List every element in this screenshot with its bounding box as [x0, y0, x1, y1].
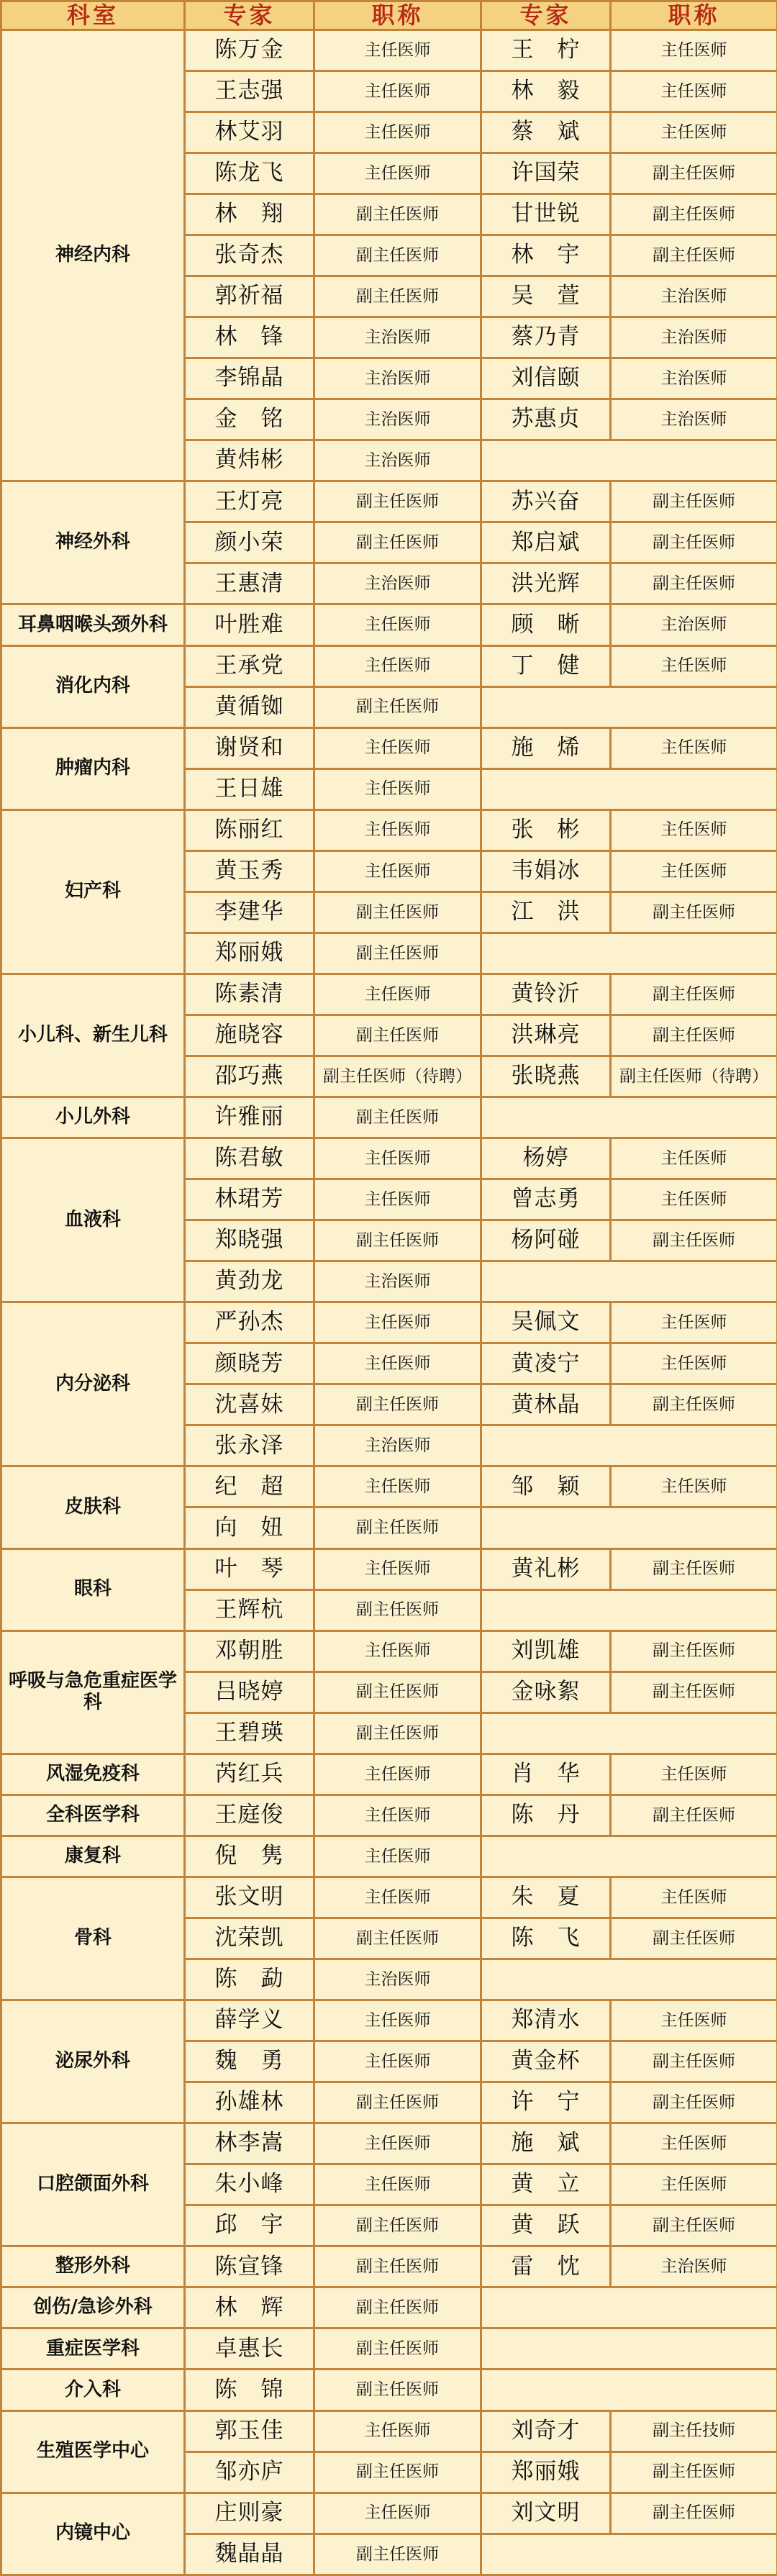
- doctor-name: 王庭俊: [185, 1795, 314, 1836]
- doctor-name: 陈龙飞: [185, 153, 314, 194]
- doctor-title: 主任医师: [611, 727, 777, 768]
- department-name: 神经内科: [1, 30, 185, 481]
- table-row: [1, 2411, 777, 2452]
- doctor-title: 副主任医师: [611, 1548, 777, 1589]
- doctor-title: 副主任医师: [314, 1097, 481, 1138]
- table-row: [1, 727, 777, 768]
- doctor-title: 主治医师: [611, 399, 777, 440]
- doctor-name: 洪光辉: [481, 563, 611, 604]
- doctor-name: 黄 立: [481, 2164, 611, 2205]
- doctor-name: 刘奇才: [481, 2411, 611, 2452]
- department-name: 呼吸与急危重症医学科: [1, 1631, 185, 1754]
- doctor-title: 主任医师: [314, 153, 481, 194]
- doctor-title: 副主任医师: [314, 2082, 481, 2123]
- table-row: [1, 1466, 777, 1507]
- table-row: [1, 1836, 777, 1877]
- department-name: 口腔颌面外科: [1, 2123, 185, 2246]
- doctor-name: 谢贤和: [185, 727, 314, 768]
- doctor-title: 主任医师: [314, 2123, 481, 2164]
- department-name: 内分泌科: [1, 1302, 185, 1466]
- doctor-name: 苏兴奋: [481, 481, 611, 522]
- doctor-name: 林李嵩: [185, 2123, 314, 2164]
- doctor-name: 李锦晶: [185, 358, 314, 399]
- doctor-name: 顾 晰: [481, 604, 611, 645]
- doctor-title: 副主任医师: [314, 2328, 481, 2369]
- doctor-name: 颜晓芳: [185, 1343, 314, 1384]
- doctor-title: 主任医师: [611, 1877, 777, 1918]
- doctor-name: 倪 隽: [185, 1836, 314, 1877]
- doctor-name: 黄林晶: [481, 1384, 611, 1425]
- doctor-title: 主任医师: [314, 809, 481, 851]
- doctor-name: 王承党: [185, 645, 314, 686]
- empty-cell: [481, 1425, 777, 1466]
- doctor-title: 主任医师: [611, 30, 777, 71]
- doctor-name: 许雅丽: [185, 1097, 314, 1138]
- doctor-title: 主任医师: [314, 851, 481, 892]
- doctor-name: 向 妞: [185, 1507, 314, 1548]
- doctor-name: 黄 跃: [481, 2205, 611, 2246]
- doctor-title: 副主任医师: [314, 1713, 481, 1754]
- doctor-title: 副主任医师: [611, 153, 777, 194]
- doctor-title: 副主任医师: [611, 1384, 777, 1425]
- doctor-name: 郑丽娥: [481, 2452, 611, 2493]
- doctor-title: 主治医师: [611, 358, 777, 399]
- table-row: [1, 604, 777, 645]
- table-row: [1, 1138, 777, 1179]
- doctor-title: 主任医师: [314, 1179, 481, 1220]
- empty-cell: [481, 1713, 777, 1754]
- header-title: 职称: [314, 1, 481, 30]
- doctor-name: 施晓容: [185, 1015, 314, 1056]
- doctor-name: 邹 颖: [481, 1466, 611, 1507]
- department-name: 神经外科: [1, 481, 185, 604]
- doctor-name: 金咏絮: [481, 1672, 611, 1713]
- doctor-name: 蔡 斌: [481, 112, 611, 153]
- doctor-name: 丁 健: [481, 645, 611, 686]
- doctor-name: 陈君敏: [185, 1138, 314, 1179]
- table-body: [1, 30, 777, 2575]
- doctor-title: 主治医师: [314, 358, 481, 399]
- doctor-title: 副主任医师: [611, 2082, 777, 2123]
- doctor-name: 邹亦庐: [185, 2452, 314, 2493]
- table-row: [1, 974, 777, 1015]
- doctor-name: 林 锋: [185, 317, 314, 358]
- doctor-title: 副主任医师: [314, 1384, 481, 1425]
- doctor-title: 副主任医师: [611, 892, 777, 933]
- doctor-title: 主任医师: [611, 1302, 777, 1343]
- doctor-name: 林 翔: [185, 194, 314, 235]
- doctor-name: 郑丽娥: [185, 933, 314, 974]
- department-name: 皮肤科: [1, 1466, 185, 1548]
- doctor-title: 主任医师: [611, 1466, 777, 1507]
- doctor-title: 主治医师: [314, 563, 481, 604]
- empty-cell: [481, 2369, 777, 2411]
- doctor-name: 肖 华: [481, 1754, 611, 1795]
- doctor-name: 魏晶晶: [185, 2534, 314, 2575]
- doctor-title: 主任医师: [314, 1302, 481, 1343]
- doctor-name: 沈喜妹: [185, 1384, 314, 1425]
- doctor-name: 吴佩文: [481, 1302, 611, 1343]
- doctor-title: 主任医师: [314, 2493, 481, 2534]
- department-name: 小儿外科: [1, 1097, 185, 1138]
- department-name: 介入科: [1, 2369, 185, 2411]
- table-row: [1, 2369, 777, 2411]
- empty-cell: [481, 1959, 777, 2000]
- doctor-title: 主任医师: [611, 1179, 777, 1220]
- doctor-title: 主任医师: [314, 1836, 481, 1877]
- table-row: [1, 1631, 777, 1672]
- doctor-name: 陈 勐: [185, 1959, 314, 2000]
- doctor-name: 黄凌宁: [481, 1343, 611, 1384]
- doctor-title: 副主任医师: [314, 1918, 481, 1959]
- doctor-title: 副主任医师: [314, 481, 481, 522]
- department-name: 耳鼻咽喉头颈外科: [1, 604, 185, 645]
- doctor-name: 陈宣锋: [185, 2246, 314, 2287]
- doctor-name: 邱 宇: [185, 2205, 314, 2246]
- empty-cell: [481, 1836, 777, 1877]
- doctor-title: 主任医师: [611, 2123, 777, 2164]
- doctor-name: 吴 萱: [481, 276, 611, 317]
- empty-cell: [481, 2328, 777, 2369]
- doctor-title: 主任医师: [611, 71, 777, 112]
- doctor-title: 主任医师: [314, 1466, 481, 1507]
- doctor-name: 陈 丹: [481, 1795, 611, 1836]
- doctor-name: 许国荣: [481, 153, 611, 194]
- doctor-name: 邓朝胜: [185, 1631, 314, 1672]
- doctor-name: 黄礼彬: [481, 1548, 611, 1589]
- department-name: 整形外科: [1, 2246, 185, 2287]
- department-name: 妇产科: [1, 809, 185, 974]
- doctor-title: 主任医师: [314, 1795, 481, 1836]
- doctor-title: 主任医师: [314, 2000, 481, 2041]
- doctor-title: 副主任医师: [314, 1220, 481, 1261]
- doctor-title: 主任医师: [314, 30, 481, 71]
- doctor-name: 郑晓强: [185, 1220, 314, 1261]
- doctor-title: 副主任医师: [611, 235, 777, 276]
- doctor-title: 主任医师: [314, 2164, 481, 2205]
- doctor-name: 林 宇: [481, 235, 611, 276]
- doctor-title: 主任医师: [314, 112, 481, 153]
- doctor-title: 主任医师: [314, 604, 481, 645]
- table-row: [1, 1548, 777, 1589]
- doctor-title: 副主任医师: [611, 1220, 777, 1261]
- doctor-name: 张 彬: [481, 809, 611, 851]
- doctor-title: 主任医师: [611, 851, 777, 892]
- doctor-name: 魏 勇: [185, 2041, 314, 2082]
- doctor-name: 张奇杰: [185, 235, 314, 276]
- doctor-name: 刘信颐: [481, 358, 611, 399]
- doctor-title: 副主任医师: [314, 2369, 481, 2411]
- doctor-name: 孙雄林: [185, 2082, 314, 2123]
- department-name: 泌尿外科: [1, 2000, 185, 2123]
- department-name: 骨科: [1, 1877, 185, 2000]
- doctor-name: 杨阿碰: [481, 1220, 611, 1261]
- doctor-name: 黄劲龙: [185, 1261, 314, 1302]
- department-name: 重症医学科: [1, 2328, 185, 2369]
- doctor-title: 主任医师: [611, 1754, 777, 1795]
- doctor-name: 黄循铷: [185, 686, 314, 727]
- doctor-title: 主任医师: [314, 768, 481, 809]
- doctor-name: 叶胜难: [185, 604, 314, 645]
- header-doctor: 专家: [185, 1, 314, 30]
- doctor-title: 副主任医师: [314, 892, 481, 933]
- doctor-name: 陈 锦: [185, 2369, 314, 2411]
- doctor-title: 副主任医师: [611, 974, 777, 1015]
- doctor-title: 主治医师: [314, 399, 481, 440]
- doctor-title: 副主任医师: [314, 2246, 481, 2287]
- doctor-title: 副主任医师: [314, 2287, 481, 2328]
- doctor-title: 副主任医师: [611, 481, 777, 522]
- doctor-title: 主任医师: [314, 1877, 481, 1918]
- doctor-name: 刘文明: [481, 2493, 611, 2534]
- doctor-title: 副主任医师: [314, 235, 481, 276]
- doctor-title: 副主任医师: [314, 1589, 481, 1631]
- doctor-name: 黄玉秀: [185, 851, 314, 892]
- header-row: [1, 1, 777, 30]
- doctor-title: 主治医师: [611, 276, 777, 317]
- table-row: [1, 1795, 777, 1836]
- doctor-name: 王碧瑛: [185, 1713, 314, 1754]
- department-name: 创伤/急诊外科: [1, 2287, 185, 2328]
- department-name: 肿瘤内科: [1, 727, 185, 809]
- doctor-title: 主治医师: [314, 317, 481, 358]
- table-row: [1, 2000, 777, 2041]
- doctor-title: 主任医师: [314, 1343, 481, 1384]
- doctor-name: 黄金杯: [481, 2041, 611, 2082]
- doctor-name: 沈荣凯: [185, 1918, 314, 1959]
- doctor-title: 副主任医师: [314, 194, 481, 235]
- doctor-title: 主任医师: [611, 645, 777, 686]
- doctor-title: 主治医师: [314, 440, 481, 481]
- doctor-name: 郭祈福: [185, 276, 314, 317]
- doctor-name: 朱小峰: [185, 2164, 314, 2205]
- doctor-name: 林珺芳: [185, 1179, 314, 1220]
- doctor-title: 副主任医师: [314, 1507, 481, 1548]
- doctor-name: 郑清水: [481, 2000, 611, 2041]
- doctor-title: 主任医师: [314, 71, 481, 112]
- doctor-name: 金 铭: [185, 399, 314, 440]
- doctor-name: 韦娟冰: [481, 851, 611, 892]
- doctor-name: 邵巧燕: [185, 1056, 314, 1097]
- doctor-name: 卓惠长: [185, 2328, 314, 2369]
- empty-cell: [481, 933, 777, 974]
- doctor-name: 陈丽红: [185, 809, 314, 851]
- doctor-name: 吕晓婷: [185, 1672, 314, 1713]
- table-row: [1, 2328, 777, 2369]
- doctor-name: 苏惠贞: [481, 399, 611, 440]
- doctor-title: 副主任医师: [314, 686, 481, 727]
- doctor-title: 副主任医师: [611, 1918, 777, 1959]
- doctor-name: 刘凯雄: [481, 1631, 611, 1672]
- doctor-name: 严孙杰: [185, 1302, 314, 1343]
- doctor-title: 主任医师: [611, 2000, 777, 2041]
- department-name: 小儿科、新生儿科: [1, 974, 185, 1097]
- doctor-title: 副主任医师: [611, 2041, 777, 2082]
- doctor-title: 主任医师: [314, 1548, 481, 1589]
- department-name: 全科医学科: [1, 1795, 185, 1836]
- doctor-name: 张永泽: [185, 1425, 314, 1466]
- doctor-title: 主治医师: [611, 2246, 777, 2287]
- doctor-name: 陈 飞: [481, 1918, 611, 1959]
- doctor-name: 陈万金: [185, 30, 314, 71]
- doctor-name: 杨婷: [481, 1138, 611, 1179]
- department-name: 眼科: [1, 1548, 185, 1631]
- table-row: [1, 2493, 777, 2534]
- empty-cell: [481, 2287, 777, 2328]
- table-row: [1, 809, 777, 851]
- doctor-title: 主任医师: [314, 1631, 481, 1672]
- header-doctor-2: 专家: [481, 1, 611, 30]
- doctor-title: 主治医师: [314, 1261, 481, 1302]
- doctor-name: 王 柠: [481, 30, 611, 71]
- table-row: [1, 481, 777, 522]
- doctor-title: 主任医师: [611, 1138, 777, 1179]
- doctor-name: 林 辉: [185, 2287, 314, 2328]
- table-row: [1, 2246, 777, 2287]
- header-title-2: 职称: [611, 1, 777, 30]
- doctor-name: 洪琳亮: [481, 1015, 611, 1056]
- doctor-name: 施 斌: [481, 2123, 611, 2164]
- doctor-title: 副主任医师: [611, 1672, 777, 1713]
- doctor-title: 副主任医师: [611, 2493, 777, 2534]
- empty-cell: [481, 440, 777, 481]
- doctor-name: 朱 夏: [481, 1877, 611, 1918]
- table-row: [1, 2287, 777, 2328]
- doctor-name: 施 烯: [481, 727, 611, 768]
- doctor-title: 副主任医师: [611, 194, 777, 235]
- doctor-name: 江 洪: [481, 892, 611, 933]
- doctor-title: 副主任医师: [611, 1015, 777, 1056]
- empty-cell: [481, 1097, 777, 1138]
- doctor-name: 庄则豪: [185, 2493, 314, 2534]
- doctor-title: 主任医师: [611, 1343, 777, 1384]
- doctor-name: 林 毅: [481, 71, 611, 112]
- doctor-name: 王灯亮: [185, 481, 314, 522]
- department-name: 康复科: [1, 1836, 185, 1877]
- table-row: [1, 1877, 777, 1918]
- doctor-title: 副主任医师: [314, 276, 481, 317]
- table-row: [1, 30, 777, 71]
- doctor-title: 主任医师: [611, 112, 777, 153]
- doctor-title: 主治医师: [611, 604, 777, 645]
- doctor-title: 副主任医师（待聘）: [314, 1056, 481, 1097]
- doctor-title: 副主任医师: [314, 933, 481, 974]
- doctor-name: 王惠清: [185, 563, 314, 604]
- department-name: 内镜中心: [1, 2493, 185, 2575]
- doctor-name: 张晓燕: [481, 1056, 611, 1097]
- doctor-title: 主任医师: [314, 727, 481, 768]
- doctor-name: 纪 超: [185, 1466, 314, 1507]
- doctor-name: 郭玉佳: [185, 2411, 314, 2452]
- doctor-name: 叶 琴: [185, 1548, 314, 1589]
- doctor-title: 副主任医师: [611, 563, 777, 604]
- doctor-name: 王志强: [185, 71, 314, 112]
- doctor-title: 主治医师: [314, 1425, 481, 1466]
- empty-cell: [481, 1507, 777, 1548]
- doctor-title: 主任医师: [314, 645, 481, 686]
- doctor-name: 陈素清: [185, 974, 314, 1015]
- table-row: [1, 1302, 777, 1343]
- doctor-name: 许 宁: [481, 2082, 611, 2123]
- doctor-name: 郑启斌: [481, 522, 611, 563]
- empty-cell: [481, 1261, 777, 1302]
- doctor-title: 主任医师: [314, 2411, 481, 2452]
- doctor-name: 曾志勇: [481, 1179, 611, 1220]
- doctor-title: 主任医师: [314, 974, 481, 1015]
- doctor-name: 黄铃沂: [481, 974, 611, 1015]
- doctor-title: 副主任医师（待聘）: [611, 1056, 777, 1097]
- empty-cell: [481, 686, 777, 727]
- doctor-title: 副主任医师: [314, 522, 481, 563]
- header-dept: 科室: [1, 1, 185, 30]
- doctor-name: 蔡乃青: [481, 317, 611, 358]
- doctor-title: 主治医师: [611, 317, 777, 358]
- department-name: 风湿免疫科: [1, 1754, 185, 1795]
- doctor-name: 薛学义: [185, 2000, 314, 2041]
- doctor-title: 主任医师: [611, 2164, 777, 2205]
- doctor-name: 雷 忱: [481, 2246, 611, 2287]
- doctor-name: 颜小荣: [185, 522, 314, 563]
- doctor-name: 芮红兵: [185, 1754, 314, 1795]
- doctor-name: 黄炜彬: [185, 440, 314, 481]
- department-name: 血液科: [1, 1138, 185, 1302]
- doctor-title: 副主任医师: [611, 2205, 777, 2246]
- table-row: [1, 1097, 777, 1138]
- doctor-name: 林艾羽: [185, 112, 314, 153]
- doctor-title: 副主任技师: [611, 2411, 777, 2452]
- doctor-name: 王辉杭: [185, 1589, 314, 1631]
- doctor-title: 副主任医师: [611, 1795, 777, 1836]
- table-row: [1, 645, 777, 686]
- table-row: [1, 1754, 777, 1795]
- doctor-title: 副主任医师: [611, 522, 777, 563]
- doctor-title: 主任医师: [314, 1754, 481, 1795]
- doctor-title: 主任医师: [314, 1138, 481, 1179]
- doctor-name: 张文明: [185, 1877, 314, 1918]
- doctor-title: 副主任医师: [611, 1631, 777, 1672]
- doctor-title: 副主任医师: [611, 2452, 777, 2493]
- empty-cell: [481, 768, 777, 809]
- empty-cell: [481, 2534, 777, 2575]
- department-name: 生殖医学中心: [1, 2411, 185, 2493]
- doctor-title: 副主任医师: [314, 1672, 481, 1713]
- doctor-name: 李建华: [185, 892, 314, 933]
- doctor-title: 主任医师: [314, 2041, 481, 2082]
- doctor-title: 副主任医师: [314, 2534, 481, 2575]
- doctor-title: 副主任医师: [314, 1015, 481, 1056]
- table-row: [1, 2123, 777, 2164]
- doctor-title: 副主任医师: [314, 2452, 481, 2493]
- department-name: 消化内科: [1, 645, 185, 727]
- doctor-title: 主任医师: [611, 809, 777, 851]
- doctor-title: 主治医师: [314, 1959, 481, 2000]
- doctor-name: 甘世锐: [481, 194, 611, 235]
- empty-cell: [481, 1589, 777, 1631]
- doctor-title: 副主任医师: [314, 2205, 481, 2246]
- doctor-name: 王日雄: [185, 768, 314, 809]
